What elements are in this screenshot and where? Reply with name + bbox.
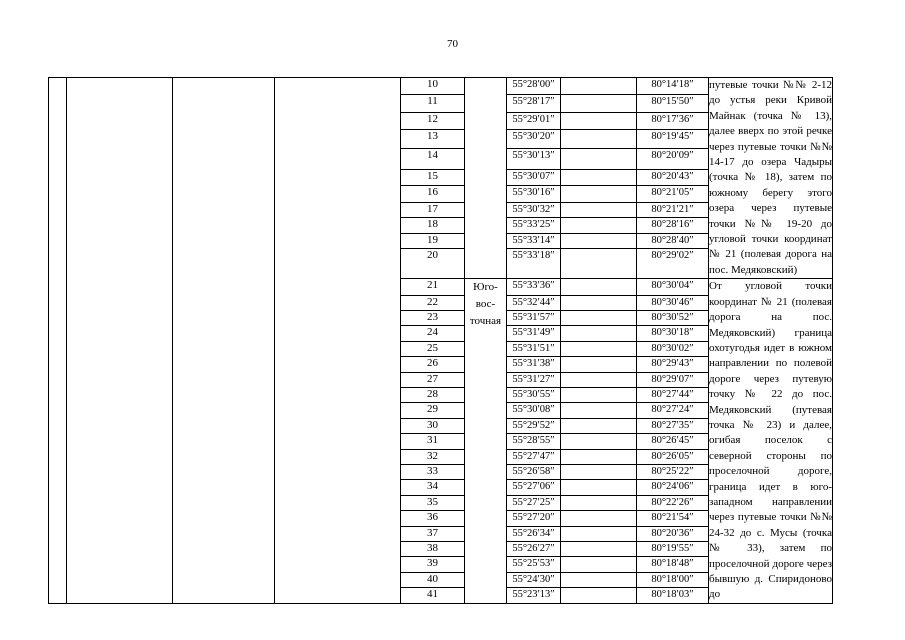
point-number: 16	[401, 186, 465, 203]
latitude-cell: 55°27′20″	[507, 511, 561, 526]
longitude-cell: 80°15′50″	[637, 94, 709, 113]
spacer-cell	[561, 511, 637, 526]
point-number: 36	[401, 511, 465, 526]
longitude-cell: 80°30′02″	[637, 341, 709, 356]
longitude-cell: 80°26′45″	[637, 434, 709, 449]
latitude-cell: 55°26′34″	[507, 526, 561, 541]
direction-line: точная	[469, 314, 502, 327]
spacer-cell	[561, 465, 637, 480]
boundary-description-1: путевые точки №№ 2-12 до устья реки Кривой Майнак (точка № 13), далее вверх по этой речке через путевые точки №№ 14-17 до озера Чадыры (точка № 18), затем по южному берегу этого озера через путевые точки №№ 19-20 до угловой точки координат № 21 (полевая дорога на пос. Медяковский)	[709, 78, 833, 279]
point-number: 23	[401, 311, 465, 326]
latitude-cell: 55°26′27″	[507, 541, 561, 556]
spacer-cell	[561, 418, 637, 433]
latitude-cell: 55°33′25″	[507, 217, 561, 234]
longitude-cell: 80°19′45″	[637, 130, 709, 149]
longitude-cell: 80°19′55″	[637, 541, 709, 556]
point-number: 37	[401, 526, 465, 541]
boundary-table-wrapper	[48, 77, 833, 604]
latitude-cell: 55°28′00″	[507, 78, 561, 95]
point-number: 34	[401, 480, 465, 495]
longitude-cell: 80°27′24″	[637, 403, 709, 418]
spacer-cell	[561, 341, 637, 356]
point-number: 22	[401, 295, 465, 310]
point-number: 19	[401, 234, 465, 249]
spacer-cell	[561, 186, 637, 203]
latitude-cell: 55°25′53″	[507, 557, 561, 572]
spacer-cell	[561, 526, 637, 541]
point-number: 15	[401, 169, 465, 186]
longitude-cell: 80°30′18″	[637, 326, 709, 341]
latitude-cell: 55°33′36″	[507, 279, 561, 295]
direction-line: вос-	[475, 298, 496, 311]
longitude-cell: 80°29′02″	[637, 248, 709, 278]
latitude-cell: 55°31′49″	[507, 326, 561, 341]
longitude-cell: 80°28′40″	[637, 234, 709, 249]
longitude-cell: 80°18′03″	[637, 588, 709, 604]
point-number: 24	[401, 326, 465, 341]
latitude-cell: 55°31′27″	[507, 372, 561, 387]
longitude-cell: 80°21′05″	[637, 186, 709, 203]
blank-column-4	[275, 78, 401, 604]
spacer-cell	[561, 449, 637, 464]
point-number: 26	[401, 357, 465, 372]
blank-column-1	[49, 78, 67, 604]
spacer-cell	[561, 572, 637, 587]
longitude-cell: 80°27′44″	[637, 388, 709, 403]
spacer-cell	[561, 311, 637, 326]
boundary-description-2: От угловой точки координат № 21 (полевая дорога на пос. Медяковский) граница охотугодья идет в южном направлении по полевой дороге через путевую точку № 22 до пос. Медяковский (путевая точка № 23) и далее, огибая поселок с северной стороны по проселочной дороге, граница идет в юго-западном направлении через путевые точки №№ 24-32 до с. Мусы (точка № 33), затем по проселочной дороге через бывшую д. Спиридоново до	[709, 279, 833, 604]
direction-cell-empty	[465, 78, 507, 279]
latitude-cell: 55°32′44″	[507, 295, 561, 310]
longitude-cell: 80°28′16″	[637, 217, 709, 234]
latitude-cell: 55°33′14″	[507, 234, 561, 249]
point-number: 12	[401, 113, 465, 130]
table-row	[49, 78, 833, 95]
spacer-cell	[561, 279, 637, 295]
latitude-cell: 55°30′13″	[507, 148, 561, 169]
direction-line: Юго-	[473, 281, 498, 294]
latitude-cell: 55°27′06″	[507, 480, 561, 495]
latitude-cell: 55°30′07″	[507, 169, 561, 186]
latitude-cell: 55°31′51″	[507, 341, 561, 356]
page-number: 70	[447, 38, 458, 50]
spacer-cell	[561, 130, 637, 149]
point-number: 29	[401, 403, 465, 418]
point-number: 41	[401, 588, 465, 604]
latitude-cell: 55°30′32″	[507, 203, 561, 218]
point-number: 38	[401, 541, 465, 556]
latitude-cell: 55°31′38″	[507, 357, 561, 372]
latitude-cell: 55°29′52″	[507, 418, 561, 433]
longitude-cell: 80°17′36″	[637, 113, 709, 130]
latitude-cell: 55°27′25″	[507, 495, 561, 510]
longitude-cell: 80°29′07″	[637, 372, 709, 387]
spacer-cell	[561, 169, 637, 186]
longitude-cell: 80°20′09″	[637, 148, 709, 169]
blank-column-3	[173, 78, 275, 604]
point-number: 17	[401, 203, 465, 218]
point-number: 28	[401, 388, 465, 403]
latitude-cell: 55°33′18″	[507, 248, 561, 278]
longitude-cell: 80°30′52″	[637, 311, 709, 326]
point-number: 21	[401, 279, 465, 295]
point-number: 20	[401, 248, 465, 278]
latitude-cell: 55°26′58″	[507, 465, 561, 480]
spacer-cell	[561, 326, 637, 341]
direction-cell	[465, 279, 507, 604]
spacer-cell	[561, 588, 637, 604]
spacer-cell	[561, 203, 637, 218]
point-number: 39	[401, 557, 465, 572]
longitude-cell: 80°27′35″	[637, 418, 709, 433]
spacer-cell	[561, 295, 637, 310]
point-number: 11	[401, 94, 465, 113]
longitude-cell: 80°20′36″	[637, 526, 709, 541]
latitude-cell: 55°29′01″	[507, 113, 561, 130]
longitude-cell: 80°18′00″	[637, 572, 709, 587]
spacer-cell	[561, 541, 637, 556]
point-number: 10	[401, 78, 465, 95]
point-number: 33	[401, 465, 465, 480]
longitude-cell: 80°22′26″	[637, 495, 709, 510]
latitude-cell: 55°23′13″	[507, 588, 561, 604]
spacer-cell	[561, 78, 637, 95]
point-number: 25	[401, 341, 465, 356]
latitude-cell: 55°24′30″	[507, 572, 561, 587]
point-number: 35	[401, 495, 465, 510]
blank-column-2	[67, 78, 173, 604]
spacer-cell	[561, 148, 637, 169]
point-number: 18	[401, 217, 465, 234]
latitude-cell: 55°30′16″	[507, 186, 561, 203]
point-number: 13	[401, 130, 465, 149]
longitude-cell: 80°14′18″	[637, 78, 709, 95]
spacer-cell	[561, 372, 637, 387]
point-number: 40	[401, 572, 465, 587]
point-number: 31	[401, 434, 465, 449]
longitude-cell: 80°18′48″	[637, 557, 709, 572]
spacer-cell	[561, 248, 637, 278]
longitude-cell: 80°25′22″	[637, 465, 709, 480]
latitude-cell: 55°27′47″	[507, 449, 561, 464]
longitude-cell: 80°30′04″	[637, 279, 709, 295]
spacer-cell	[561, 234, 637, 249]
spacer-cell	[561, 94, 637, 113]
spacer-cell	[561, 357, 637, 372]
spacer-cell	[561, 217, 637, 234]
longitude-cell: 80°26′05″	[637, 449, 709, 464]
boundary-table	[48, 77, 833, 604]
point-number: 32	[401, 449, 465, 464]
latitude-cell: 55°30′20″	[507, 130, 561, 149]
point-number: 27	[401, 372, 465, 387]
spacer-cell	[561, 557, 637, 572]
latitude-cell: 55°31′57″	[507, 311, 561, 326]
longitude-cell: 80°24′06″	[637, 480, 709, 495]
longitude-cell: 80°29′43″	[637, 357, 709, 372]
spacer-cell	[561, 434, 637, 449]
longitude-cell: 80°21′21″	[637, 203, 709, 218]
longitude-cell: 80°30′46″	[637, 295, 709, 310]
spacer-cell	[561, 403, 637, 418]
point-number: 30	[401, 418, 465, 433]
longitude-cell: 80°21′54″	[637, 511, 709, 526]
spacer-cell	[561, 480, 637, 495]
latitude-cell: 55°30′55″	[507, 388, 561, 403]
latitude-cell: 55°30′08″	[507, 403, 561, 418]
longitude-cell: 80°20′43″	[637, 169, 709, 186]
point-number: 14	[401, 148, 465, 169]
latitude-cell: 55°28′55″	[507, 434, 561, 449]
spacer-cell	[561, 388, 637, 403]
latitude-cell: 55°28′17″	[507, 94, 561, 113]
spacer-cell	[561, 113, 637, 130]
spacer-cell	[561, 495, 637, 510]
